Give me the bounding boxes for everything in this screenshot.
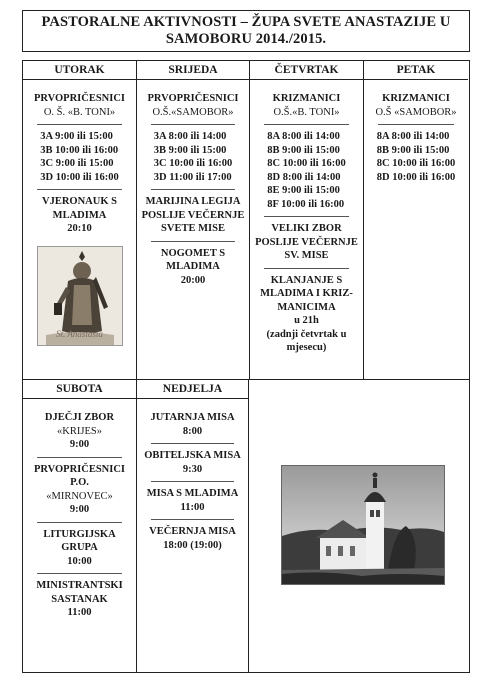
mass-time: 8:00: [182, 425, 203, 437]
divider: [264, 124, 349, 125]
section-title: POSLIJE VEČERNJE: [255, 236, 358, 248]
section-title: SASTANAK: [51, 593, 108, 605]
section-title: MARIJINA LEGIJA: [145, 196, 241, 207]
school-name: O.Š.«B. TONI»: [273, 106, 340, 118]
section-veliki-zbor: [250, 222, 363, 263]
section-title: SVETE MISE: [161, 223, 225, 234]
church-icon: [282, 466, 444, 584]
day-header: UTORAK: [23, 61, 136, 80]
section-note: (zadnji četvrtak u: [266, 328, 347, 340]
section-title: MLADIMA: [166, 261, 220, 272]
schedule-line: 8B 9:00 ili 15:00: [267, 144, 340, 156]
schedule-line: 3C 10:00 ili 16:00: [153, 158, 233, 169]
section-title: KLANJANJE S: [270, 274, 343, 286]
section-title: MANICIMA: [277, 301, 336, 313]
column-nedjelja: [136, 380, 249, 672]
section-time: u 21h: [294, 315, 319, 326]
column-utorak: [23, 61, 136, 379]
section-title: VJERONAUK S: [42, 196, 117, 207]
column-petak: [363, 61, 468, 379]
divider: [264, 268, 349, 269]
divider: [151, 481, 234, 482]
day-header: ČETVRTAK: [250, 61, 363, 80]
schedule-line: 3D 10:00 ili 16:00: [40, 171, 119, 183]
section-klanjanje: [250, 274, 363, 355]
mass-title: MISA S MLADIMA: [146, 488, 239, 499]
section-title: SV. MISE: [284, 250, 329, 261]
divider: [151, 241, 235, 242]
schedule-line: 8A 8:00 ili 14:00: [267, 131, 340, 142]
schedule-line: 8E 9:00 ili 15:00: [267, 185, 340, 196]
group-name: «KRIJES»: [57, 425, 102, 437]
mass-obiteljska: [137, 449, 248, 476]
divider: [37, 189, 122, 190]
day-header: PETAK: [364, 61, 468, 80]
section-time: 20:00: [180, 274, 206, 286]
school-name: O. Š. «B. TONI»: [43, 106, 116, 118]
divider: [151, 443, 234, 444]
mass-vecernja: [137, 525, 248, 552]
class-schedule: [40, 130, 118, 184]
divider: [37, 522, 122, 523]
schedule-line: 3A 9:00 ili 15:00: [40, 131, 113, 142]
section-marijina-legija: [137, 195, 249, 236]
schedule-line: 8A 8:00 ili 14:00: [376, 131, 450, 142]
schedule-line: 8F 10:00 ili 16:00: [267, 198, 345, 210]
section-time: 9:00: [69, 504, 90, 515]
section-title: PRVOPRIČESNICI: [147, 93, 239, 104]
school-name: «MIRNOVEC»: [46, 490, 113, 502]
section-prvopricesnici: [23, 80, 136, 119]
section-prvopricesnici: [137, 80, 249, 119]
schedule-line: 3B 9:00 ili 15:00: [153, 144, 227, 156]
divider: [151, 124, 235, 125]
image-caption: St. Anastasia: [56, 329, 103, 339]
mass-title: OBITELJSKA MISA: [144, 450, 241, 461]
schedule-line: 8B 9:00 ili 15:00: [376, 144, 450, 156]
schedule-line: 8D 8:00 ili 14:00: [267, 171, 341, 183]
title-box: [22, 10, 470, 52]
schedule-line: 3D 11:00 ili 17:00: [153, 171, 232, 183]
schedule-line: 8C 10:00 ili 16:00: [376, 158, 456, 169]
column-cetvrtak: [249, 61, 363, 379]
schedule-line: 3A 8:00 ili 14:00: [153, 131, 227, 142]
weekday-row: [23, 61, 469, 380]
section-ministranti: [23, 579, 136, 620]
church-photo: [281, 465, 445, 585]
section-time: 9:00: [69, 439, 90, 450]
section-title: POSLIJE VEČERNJE: [141, 209, 245, 221]
section-prvopricesnici: [23, 463, 136, 517]
class-schedule: [267, 130, 345, 211]
column-srijeda: [136, 61, 249, 379]
mass-time: 11:00: [180, 501, 205, 513]
section-title: KRIZMANICI: [382, 93, 450, 104]
day-header: NEDJELJA: [137, 380, 248, 399]
section-title: PRVOPRIČESNICI: [33, 93, 125, 104]
column-subota: [23, 380, 136, 672]
divider: [37, 573, 122, 574]
mass-jutarnja: [137, 399, 248, 438]
section-time: 10:00: [67, 555, 92, 567]
class-schedule: [377, 130, 455, 184]
section-title: VELIKI ZBOR: [271, 223, 342, 234]
section-time: 20:10: [67, 223, 92, 234]
day-header: SUBOTA: [23, 380, 136, 399]
section-krizmanici: [364, 80, 468, 119]
section-title: NOGOMET S: [160, 247, 226, 259]
section-nogomet: [137, 247, 249, 288]
mass-time: 18:00 (19:00): [163, 539, 222, 551]
section-note: mjesecu): [286, 342, 327, 353]
mass-mladi: [137, 487, 248, 514]
section-title: P.O.: [70, 477, 89, 488]
divider: [264, 216, 349, 217]
schedule-line: 8C 10:00 ili 16:00: [267, 158, 346, 169]
section-title: KRIZMANICI: [272, 93, 341, 104]
photo-area: [249, 380, 469, 672]
section-title: PRVOPRIČESNICI: [33, 463, 125, 475]
section-vjeronauk: [23, 195, 136, 236]
title-line-2: SAMOBORU 2014./2015.: [165, 31, 327, 47]
mass-time: 9:30: [182, 463, 203, 475]
mass-title: VEČERNJA MISA: [149, 526, 236, 537]
mass-title: JUTARNJA MISA: [150, 412, 235, 423]
section-time: 11:00: [67, 607, 92, 618]
school-name: O.Š «SAMOBOR»: [375, 106, 457, 118]
section-krizmanici: [250, 80, 363, 119]
section-title: MINISTRANTSKI: [36, 580, 123, 591]
section-title: LITURGIJSKA: [43, 528, 116, 540]
day-header: SRIJEDA: [137, 61, 249, 80]
section-title: MLADIMA I KRIZ-: [260, 288, 353, 299]
title-line-1: PASTORALNE AKTIVNOSTI – ŽUPA SVETE ANASTAZIJE U: [41, 14, 451, 30]
divider: [151, 519, 234, 520]
divider: [378, 124, 454, 125]
section-title: DJEČJI ZBOR: [44, 412, 115, 423]
divider: [37, 457, 122, 458]
section-djecji-zbor: [23, 399, 136, 452]
schedule-line: 8D 10:00 ili 16:00: [376, 171, 456, 183]
schedule-line: 3C 9:00 ili 15:00: [40, 158, 114, 169]
section-title: MLADIMA: [52, 209, 107, 221]
divider: [151, 189, 235, 190]
class-schedule: [154, 130, 232, 184]
schedule-line: 3B 10:00 ili 16:00: [40, 144, 119, 156]
section-liturgijska-grupa: [23, 528, 136, 569]
schedule-grid: [22, 60, 470, 673]
section-title: GRUPA: [61, 542, 98, 553]
divider: [37, 124, 122, 125]
school-name: O.Š.«SAMOBOR»: [152, 106, 234, 118]
st-anastasia-image: [37, 246, 123, 346]
weekend-row: [23, 380, 469, 672]
